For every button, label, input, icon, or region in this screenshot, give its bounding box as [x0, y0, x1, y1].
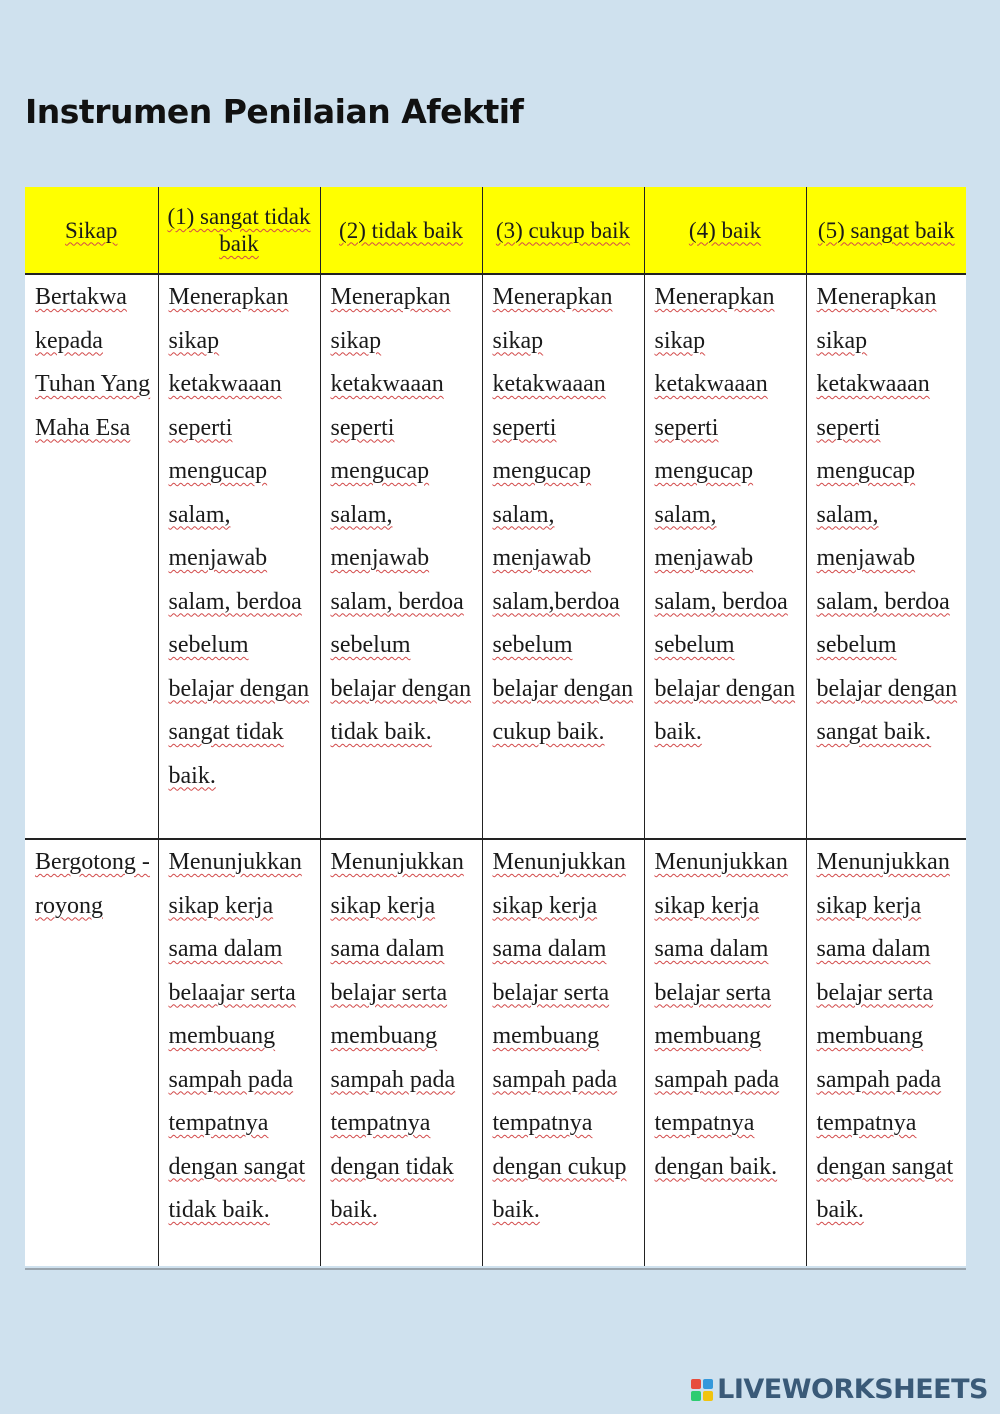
- level-description: Menerapkan sikap ketakwaaan seperti mengucap salam, menjawab salam, berdoa sebelum belajar dengan sangat tidak baik.: [168, 284, 310, 789]
- level-description: Menerapkan sikap ketakwaaan seperti mengucap salam, menjawab salam, berdoa sebelum belajar dengan sangat baik.: [816, 284, 958, 745]
- sikap-cell: [25, 274, 158, 839]
- liveworksheets-logo-icon: [691, 1379, 713, 1401]
- header-level-5-label: (5) sangat baik: [817, 217, 955, 243]
- level-cell: [806, 274, 966, 839]
- sikap-label: Bertakwa kepada Tuhan Yang Maha Esa: [35, 284, 151, 441]
- header-level-3-label: (3) cukup baik: [495, 217, 631, 243]
- level-description: Menunjukkan sikap kerja sama dalam belajar serta membuang sampah pada tempatnya dengan tidak baik.: [330, 849, 464, 1223]
- level-cell: [644, 839, 806, 1266]
- header-sikap-label: Sikap: [65, 217, 118, 243]
- sikap-cell: [25, 839, 158, 1266]
- header-level-2-label: (2) tidak baik: [339, 217, 463, 243]
- header-level-2: [320, 187, 482, 274]
- level-description: Menerapkan sikap ketakwaaan seperti mengucap salam, menjawab salam, berdoa sebelum belajar dengan baik.: [654, 284, 796, 745]
- level-cell: [158, 839, 320, 1266]
- header-sikap: [25, 187, 158, 274]
- header-level-1: [158, 187, 320, 274]
- logo-square-blue: [703, 1379, 713, 1389]
- page-title: Instrumen Penilaian Afektif: [25, 92, 524, 131]
- level-description: Menerapkan sikap ketakwaaan seperti mengucap salam, menjawab salam,berdoa sebelum belajar dengan cukup baik.: [492, 284, 634, 745]
- level-cell: [320, 839, 482, 1266]
- table-row: [25, 274, 966, 839]
- header-level-4: [644, 187, 806, 274]
- level-description: Menunjukkan sikap kerja sama dalam belajar serta membuang sampah pada tempatnya dengan baik.: [654, 849, 788, 1180]
- level-description: Menunjukkan sikap kerja sama dalam belajar serta membuang sampah pada tempatnya dengan cukup baik.: [492, 849, 627, 1223]
- table-row: [25, 839, 966, 1266]
- logo-square-green: [691, 1391, 701, 1401]
- header-level-4-label: (4) baik: [688, 217, 762, 243]
- level-cell: [158, 274, 320, 839]
- sikap-label: Bergotong - royong: [35, 849, 150, 919]
- header-level-1-label: (1) sangat tidak baik: [167, 204, 311, 256]
- rubric-table: [25, 187, 966, 1266]
- header-level-3: [482, 187, 644, 274]
- level-description: Menunjukkan sikap kerja sama dalam belaajar serta membuang sampah pada tempatnya dengan sangat tidak baik.: [168, 849, 306, 1223]
- level-description: Menunjukkan sikap kerja sama dalam belajar serta membuang sampah pada tempatnya dengan sangat baik.: [816, 849, 954, 1223]
- level-cell: [320, 274, 482, 839]
- logo-square-red: [691, 1379, 701, 1389]
- liveworksheets-brand-link[interactable]: [691, 1374, 988, 1405]
- level-description: Menerapkan sikap ketakwaaan seperti mengucap salam, menjawab salam, berdoa sebelum belajar dengan tidak baik.: [330, 284, 472, 745]
- level-cell: [806, 839, 966, 1266]
- header-level-5: [806, 187, 966, 274]
- level-cell: [482, 274, 644, 839]
- level-cell: [482, 839, 644, 1266]
- header-row: [25, 187, 966, 274]
- table-bottom-divider: [25, 1268, 966, 1270]
- level-cell: [644, 274, 806, 839]
- brand-name: LIVEWORKSHEETS: [717, 1374, 988, 1405]
- logo-square-yellow: [703, 1391, 713, 1401]
